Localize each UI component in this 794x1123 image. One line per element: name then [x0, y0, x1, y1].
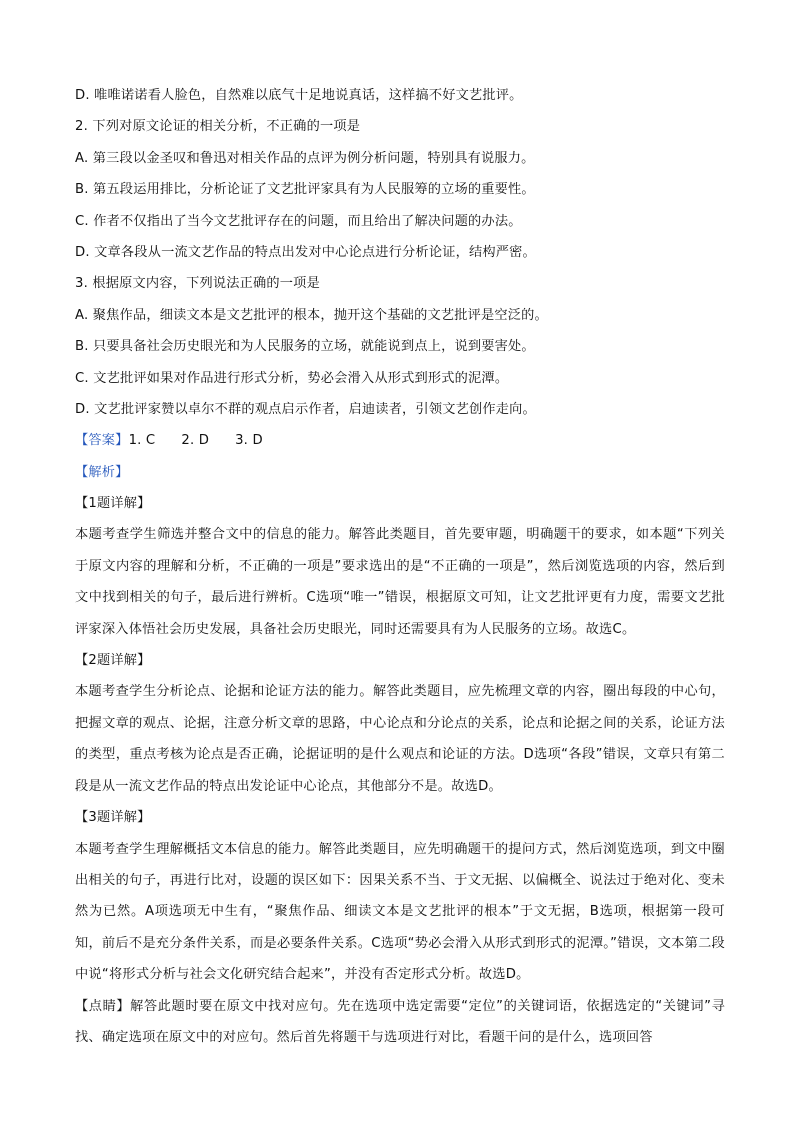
q3-option-d: D. 文艺批评家赞以卓尔不群的观点启示作者，启迪读者，引领文艺创作走向。 [75, 401, 536, 417]
detail3-body: 本题考查学生理解概括文本信息的能力。解答此类题目，应先明确题干的提问方式，然后浏览选项，到文中圈出相关的句子，再进行比对，设题的误区如下：因果关系不当、于文无据、以偏概全、说法过于绝对化、变未然为已然。A项选项无中生有，“聚焦作品、细读文本是文艺批评的根本”于文无据，B选项，根据第一段可知，前后不是充分条件关系，而是必要条件关系。C选项“势必会滑入从形式到形式的泥潭。”错误，文本第二段中说“将形式分析与社会文化研究结合起来”，并没有否定形式分析。故选D。 [75, 841, 725, 983]
document-page [75, 80, 725, 1053]
q2-option-b: B. 第五段运用排比，分析论证了文艺批评家具有为人民服筹的立场的重要性。 [75, 182, 535, 198]
detail1-label: 【1题详解】 [75, 496, 151, 512]
answer-2: 2. D [181, 433, 210, 449]
q1-option-d: D. 唯唯诺诺看人脸色，自然难以底气十足地说真话，这样搞不好文艺批评。 [75, 88, 523, 103]
analysis-label: 【解析】 [75, 464, 129, 480]
q2-stem: 2. 下列对原文论证的相关分析，不正确的一项是 [75, 119, 361, 135]
detail2-label: 【2题详解】 [75, 653, 151, 669]
q2-option-d: D. 文章各段从一流文艺作品的特点出发对中心论点进行分析论证，结构严密。 [75, 244, 536, 260]
tip-text: 解答此题时要在原文中找对应句。先在选项中选定需要“定位”的关键词语，依据选定的“关键词”寻找、确定选项在原文中的对应句。然后首先将题干与选项进行对比，看题干问的是什么，选项回答 [75, 998, 726, 1045]
detail1-text: 本题考查学生筛选并整合文中的信息的能力。解答此类题目，首先要审题，明确题干的要求，如本题“下列关于原文内容的理解和分析，不正确的一项是”要求选出的是“不正确的一项是”，然后浏览选项的内容，然后到文中找到相关的句子，最后进行辨析。C选项“唯一”错误，根据原文可知，让文艺批评更有力度，需要文艺批评家深入体悟社会历史发展，具备社会历史眼光，同时还需要具有为人民服务的立场。故选C。 [75, 527, 725, 637]
detail2-text: 本题考查学生分析论点、论据和论证方法的能力。解答此类题目，应先梳理文章的内容，圈出每段的中心句，把握文章的观点、论据，注意分析文章的思路，中心论点和分论点的关系，论点和论据之间的关系，论证方法的类型，重点考核为论点是否正确，论据证明的是什么观点和论证的方法。D选项“各段”错误，文章只有第二段是从一流文艺作品的特点出发论证中心论点，其他部分不是。故选D。 [75, 684, 725, 794]
answer-line [75, 425, 725, 456]
q3-option-c: C. 文艺批评如果对作品进行形式分析，势必会滑入从形式到形式的泥潭。 [75, 370, 509, 386]
answer-label: 【答案】 [75, 433, 129, 449]
answer-1: 1. C [128, 433, 156, 449]
detail3-label: 【3题详解】 [75, 810, 151, 826]
tip-label: 【点睛】 [75, 998, 131, 1014]
tip-paragraph [75, 991, 725, 1054]
answer-3: 3. D [235, 433, 263, 449]
q3-stem: 3. 根据原文内容，下列说法正确的一项是 [75, 276, 320, 292]
q2-option-c: C. 作者不仅指出了当今文艺批评存在的问题，而且给出了解决问题的办法。 [75, 213, 522, 229]
q3-option-b: B. 只要具备社会历史眼光和为人民服务的立场，就能说到点上，说到要害处。 [75, 339, 535, 355]
q2-option-a: A. 第三段以金圣叹和鲁迅对相关作品的点评为例分析问题，特别具有说服力。 [75, 150, 535, 166]
detail3-text [75, 834, 725, 991]
q3-option-a: A. 聚焦作品，细读文本是文艺批评的根本，抛开这个基础的文艺批评是空泛的。 [75, 307, 548, 323]
